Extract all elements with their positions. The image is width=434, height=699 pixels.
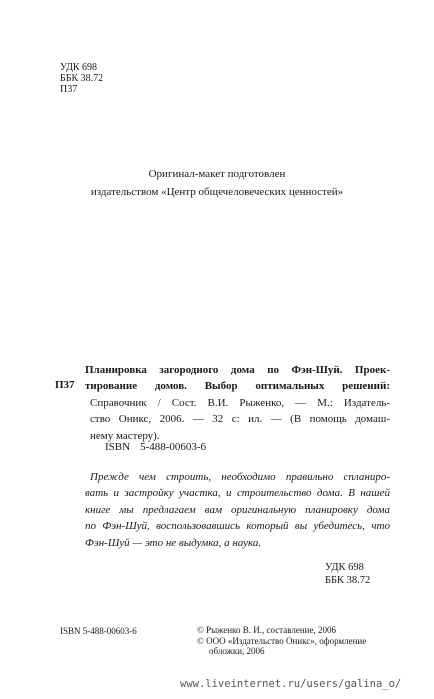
footer-isbn: ISBN 5-488-00603-6 — [60, 626, 137, 636]
watermark-url: www.liveinternet.ru/users/galina_o/ — [180, 678, 402, 690]
annotation-line-1: Прежде чем строить, необходимо правильно спланиро- — [90, 471, 390, 483]
copyright-line-3: обложки, 2006 — [209, 646, 265, 656]
classification-bottom — [325, 561, 370, 587]
entry-line-4: ство Оникс, 2006. — 32 с: ил. — (В помощь домаш- — [90, 413, 390, 426]
author-sign: П37 — [60, 84, 78, 95]
annotation-line-3: книге мы предлагаем вам оригинальную планировку дома — [85, 503, 390, 516]
copyright-line-1: © Рыженко В. И., составление, 2006 — [197, 625, 336, 635]
copyright-line-2: © ООО «Издательство Оникс», оформление — [197, 635, 367, 646]
annotation-line-5: Фэн-Шуй — это не выдумка, а наука. — [85, 536, 262, 549]
entry-line-title-1: Планировка загородного дома по Фэн-Шуй. Проек- — [85, 364, 390, 376]
copyright-block — [197, 625, 366, 657]
annotation-line-4: по Фэн-Шуй, воспользовавшись который вы убедитесь, что — [85, 520, 390, 533]
annotation — [85, 469, 390, 551]
prepared-note-line-2: издательством «Центр общечеловеческих ценностей» — [90, 186, 344, 198]
entry-line-title-2: тирование домов. Выбор оптимальных решений: — [85, 380, 390, 393]
entry-line-3: Справочник / Сост. В.И. Рыженко, — М.: Издатель- — [90, 396, 390, 409]
bbk-code-bottom: ББК 38.72 — [325, 575, 371, 586]
entry-code: П37 — [55, 379, 75, 391]
isbn-line — [105, 441, 206, 453]
entry-line-5: нему мастеру). — [90, 429, 160, 442]
isbn-label: ISBN — [105, 441, 131, 453]
annotation-line-2: вать и застройку участка, и строительство дома. В нашей — [85, 487, 390, 500]
bibliographic-entry — [85, 362, 390, 444]
prepared-note-line-1: Оригинал-макет подготовлен — [148, 168, 286, 180]
isbn-number: 5-488-00603-6 — [140, 441, 207, 453]
bbk-code: ББК 38.72 — [60, 73, 104, 84]
classification-block — [60, 62, 103, 95]
udk-code: УДК 698 — [60, 62, 98, 73]
udk-code-bottom: УДК 698 — [325, 562, 364, 573]
